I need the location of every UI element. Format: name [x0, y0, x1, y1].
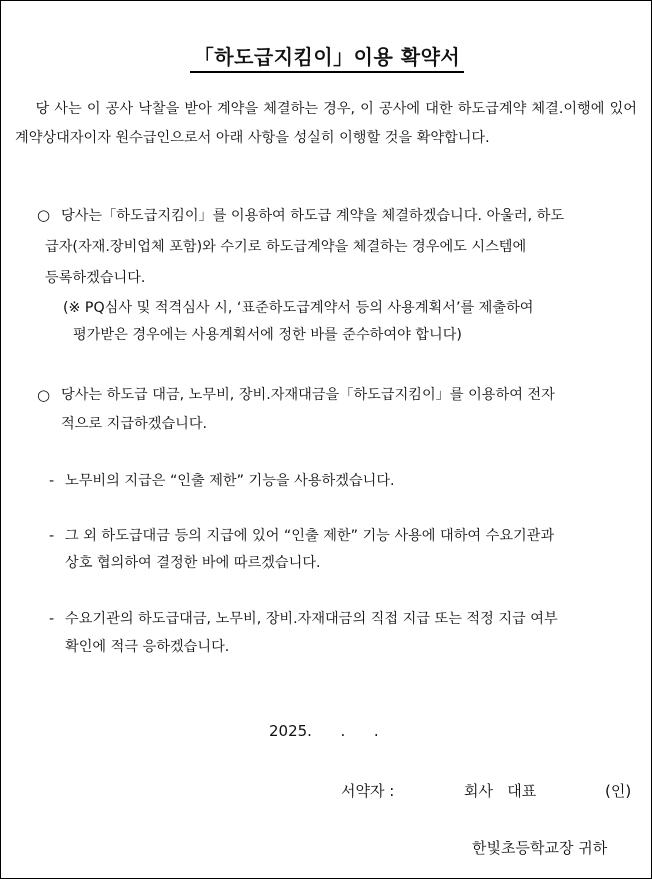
intro-paragraph: 당 사는 이 공사 낙찰을 받아 계약을 체결하는 경우, 이 공사에 대한 하도급계약 체결.이행에 있어 계약상대자이자 원수급인으로서 아래 사항을 성실히 이행할 것을 확약합니다.	[15, 101, 637, 146]
subitem-1-marker: -	[49, 473, 55, 489]
date-line: 2025. . .	[269, 722, 379, 740]
subitem-3-text-line1: 수요기관의 하도급대금, 노무비, 장비.자재대금의 직접 지급 또는 적정 지급 여부	[65, 611, 558, 627]
item-1-text: 당사는「하도급지킴이」를 이용하여 하도급 계약을 체결하겠습니다. 아울러, 하도	[61, 208, 565, 224]
signature-company: 회사 대표	[464, 782, 537, 800]
subitem-3-text-line2: 확인에 적극 응하겠습니다.	[65, 639, 230, 655]
item-1-note-line1: (※ PQ심사 및 적격심사 시, ‘표준하도급계약서 등의 사용계획서’를 제출하여	[63, 300, 534, 316]
signature-seal: (인)	[605, 782, 632, 800]
item-1-text-line2: 급자(자재.장비업체 포함)와 수기로 하도급계약을 체결하는 경우에도 시스템에	[45, 239, 527, 255]
item-1-note-line2: 평가받은 경우에는 사용계획서에 정한 바를 준수하여야 합니다)	[73, 327, 462, 343]
subitem-2-marker: -	[49, 528, 55, 544]
subitem-1-text: 노무비의 지급은 “인출 제한” 기능을 사용하겠습니다.	[65, 473, 395, 489]
addressee: 한빛초등학교장 귀하	[472, 839, 608, 857]
item-2-text-line2: 적으로 지급하겠습니다.	[61, 416, 208, 432]
signature-label: 서약자 :	[341, 782, 395, 800]
subitem-3-marker: -	[49, 611, 55, 627]
item-1-text-line3: 등록하겠습니다.	[45, 270, 146, 286]
subitem-2-text-line2: 상호 협의하여 결정한 바에 따르겠습니다.	[65, 555, 321, 571]
item-1-marker: ○	[37, 206, 51, 224]
item-2-text-line1: 당사는 하도급 대금, 노무비, 장비.자재대금을「하도급지킴이」를 이용하여 전자	[61, 387, 555, 403]
subitem-2-text-line1: 그 외 하도급대금 등의 지급에 있어 “인출 제한” 기능 사용에 대하여 수요기관과	[65, 528, 555, 544]
document-title: 「하도급지킴이」이용 확약서	[1, 41, 652, 70]
item-2-marker: ○	[37, 386, 51, 404]
